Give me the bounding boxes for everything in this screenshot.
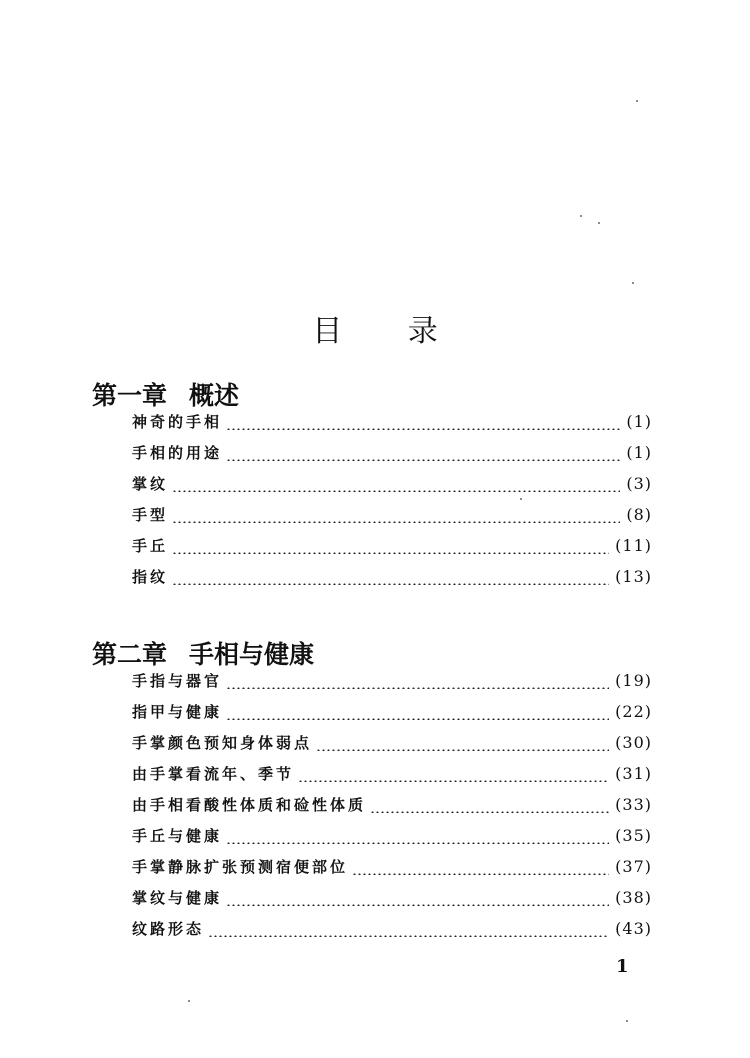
dot-leader (226, 718, 609, 720)
toc-entry[interactable] (132, 918, 652, 949)
toc-entry-title: 由手相看酸性体质和硷性体质 (132, 796, 367, 814)
toc-entry[interactable] (132, 411, 652, 442)
dot-leader (226, 459, 620, 461)
chapter-1-toc (132, 411, 652, 597)
chapter-1-number: 第一章 (92, 381, 168, 410)
chapter-2-number: 第二章 (92, 640, 168, 669)
toc-entry[interactable] (132, 887, 652, 918)
chapter-1-name: 概述 (189, 381, 240, 410)
toc-entry-title: 手丘 (132, 537, 169, 555)
scan-speck (632, 282, 634, 284)
toc-entry-page: (13) (615, 567, 652, 586)
dot-leader (172, 552, 609, 554)
scan-speck (636, 100, 638, 102)
toc-entry[interactable] (132, 473, 652, 504)
toc-entry[interactable] (132, 825, 652, 856)
dot-leader (226, 904, 609, 906)
chapter-2-toc (132, 670, 652, 949)
dot-leader (172, 583, 609, 585)
toc-entry-title: 掌纹 (132, 475, 169, 493)
toc-entry-title: 手指与器官 (132, 672, 223, 690)
toc-entry[interactable] (132, 566, 652, 597)
scan-speck (520, 498, 522, 500)
dot-leader (226, 842, 609, 844)
chapter-2-name: 手相与健康 (189, 640, 315, 669)
toc-entry-page: (3) (626, 474, 652, 493)
dot-leader (172, 521, 620, 523)
toc-entry[interactable] (132, 763, 652, 794)
toc-entry-page: (33) (615, 795, 652, 814)
scan-speck (626, 1020, 628, 1022)
toc-entry-page: (22) (615, 702, 652, 721)
scan-speck (598, 222, 600, 224)
toc-entry-title: 由手掌看流年、季节 (132, 765, 295, 783)
toc-entry[interactable] (132, 535, 652, 566)
toc-entry-title: 手相的用途 (132, 444, 223, 462)
dot-leader (316, 749, 609, 751)
chapter-1-heading (92, 376, 239, 412)
toc-entry-title: 手掌静脉扩张预测宿便部位 (132, 858, 349, 876)
toc-entry-title: 纹路形态 (132, 920, 205, 938)
page-title: 目 录 (312, 314, 466, 349)
toc-entry[interactable] (132, 442, 652, 473)
toc-entry[interactable] (132, 504, 652, 535)
toc-entry[interactable] (132, 794, 652, 825)
toc-entry-page: (8) (626, 505, 652, 524)
toc-entry-title: 手丘与健康 (132, 827, 223, 845)
dot-leader (226, 687, 609, 689)
toc-entry-title: 手型 (132, 506, 169, 524)
toc-entry-page: (1) (626, 443, 652, 462)
toc-entry-page: (19) (615, 671, 652, 690)
scan-speck (580, 215, 582, 217)
dot-leader (352, 873, 609, 875)
toc-entry[interactable] (132, 856, 652, 887)
toc-entry[interactable] (132, 732, 652, 763)
toc-entry[interactable] (132, 670, 652, 701)
toc-entry-page: (31) (615, 764, 652, 783)
dot-leader (172, 490, 620, 492)
toc-entry-title: 掌纹与健康 (132, 889, 223, 907)
toc-entry-page: (43) (615, 919, 652, 938)
toc-entry-page: (1) (626, 412, 652, 431)
toc-entry-page: (11) (615, 536, 652, 555)
scan-speck (188, 1000, 190, 1002)
page-number: 1 (616, 956, 629, 977)
dot-leader (208, 935, 609, 937)
toc-entry-page: (37) (615, 857, 652, 876)
toc-entry-page: (38) (615, 888, 652, 907)
dot-leader (298, 780, 609, 782)
toc-entry-page: (30) (615, 733, 652, 752)
dot-leader (226, 428, 620, 430)
toc-entry[interactable] (132, 701, 652, 732)
toc-entry-title: 手掌颜色预知身体弱点 (132, 734, 313, 752)
toc-entry-title: 指纹 (132, 568, 169, 586)
toc-entry-page: (35) (615, 826, 652, 845)
toc-entry-title: 神奇的手相 (132, 413, 223, 431)
dot-leader (370, 811, 609, 813)
toc-entry-title: 指甲与健康 (132, 703, 223, 721)
chapter-2-heading (92, 635, 314, 671)
